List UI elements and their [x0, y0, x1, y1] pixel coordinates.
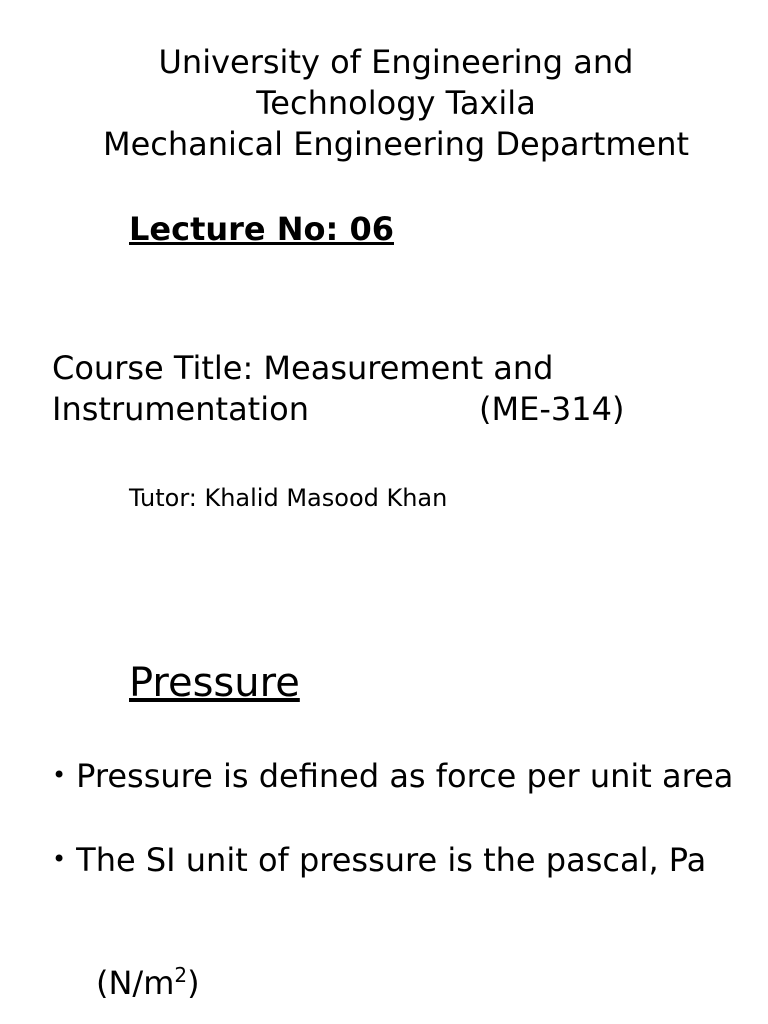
unit-open: (N/m — [96, 964, 175, 1002]
section-title: Pressure — [129, 660, 300, 706]
pressure-unit — [96, 963, 200, 1002]
tutor-name: Tutor: Khalid Masood Khan — [129, 484, 448, 512]
university-name-line1: University of Engineering and — [158, 43, 634, 81]
course-code: (ME-314) — [479, 390, 625, 428]
unit-exponent: 2 — [174, 963, 188, 987]
course-title-line1: Course Title: Measurement and — [52, 349, 554, 387]
course-title-line2: Instrumentation — [52, 390, 309, 428]
bullet-icon: • — [52, 761, 67, 789]
bullet-list — [52, 755, 752, 923]
university-name-line2: Technology Taxila — [256, 84, 536, 122]
bullet-item — [52, 839, 752, 881]
bullet-icon: • — [52, 845, 67, 873]
department-name: Mechanical Engineering Department — [102, 125, 690, 163]
document-header — [0, 42, 768, 165]
bullet-item — [52, 755, 752, 797]
course-title — [52, 348, 625, 430]
unit-close: ) — [187, 964, 200, 1002]
lecture-number: Lecture No: 06 — [129, 210, 394, 248]
bullet-text: The SI unit of pressure is the pascal, Pa — [76, 841, 707, 879]
bullet-text: Pressure is defined as force per unit area — [76, 757, 734, 795]
